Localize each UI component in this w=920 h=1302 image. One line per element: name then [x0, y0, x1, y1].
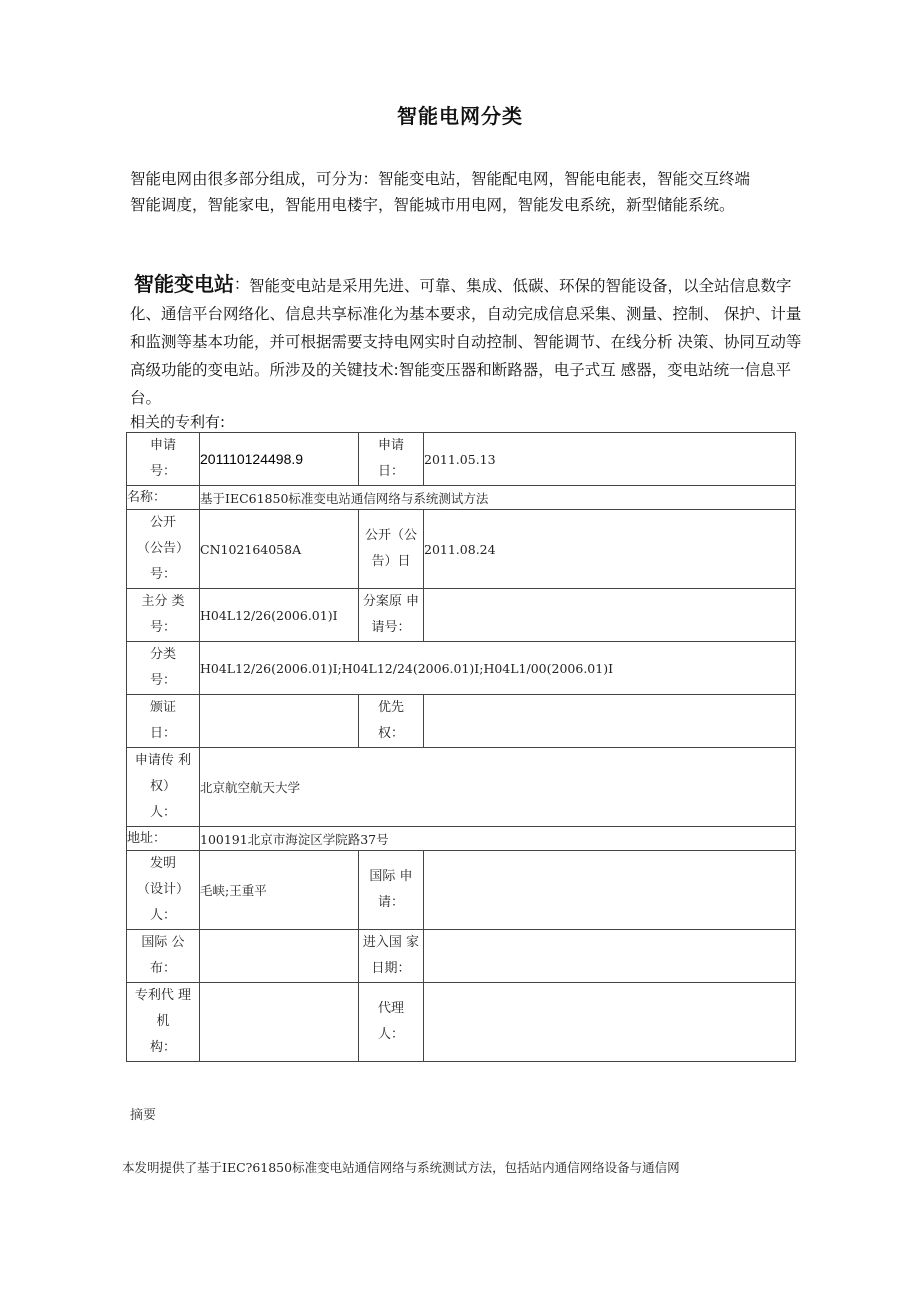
pub-no-value: CN102164058A [200, 510, 359, 589]
application-date-value: 2011.05.13 [424, 433, 796, 486]
applicant-value: 北京航空航天大学 [200, 748, 796, 827]
agent-label: 代理 人： [359, 983, 424, 1062]
national-date-label: 进入国 家 日期： [359, 930, 424, 983]
cert-date-value [200, 695, 359, 748]
section-heading: 智能变电站 [134, 272, 234, 296]
pub-no-label: 公开 （公告） 号： [127, 510, 200, 589]
patent-table [126, 432, 796, 1062]
intro-paragraph [130, 166, 810, 218]
table-row [127, 827, 796, 851]
address-label: 地址： [127, 827, 200, 851]
table-row [127, 695, 796, 748]
applicant-label: 申请传 利 权） 人： [127, 748, 200, 827]
table-row [127, 930, 796, 983]
table-row [127, 433, 796, 486]
name-label: 名称： [127, 486, 200, 510]
intl-pub-label: 国际 公 布： [127, 930, 200, 983]
page-title: 智能电网分类 [397, 104, 523, 128]
application-no-value: 201110124498.9 [200, 433, 359, 486]
table-row [127, 589, 796, 642]
application-no-label: 申请 号： [127, 433, 200, 486]
cert-date-label: 颁证 日： [127, 695, 200, 748]
divisional-value [424, 589, 796, 642]
priority-value [424, 695, 796, 748]
abstract-label: 摘要 [130, 1108, 157, 1123]
table-row [127, 642, 796, 695]
main-class-label: 主分 类 号： [127, 589, 200, 642]
national-date-value [424, 930, 796, 983]
intl-app-value [424, 851, 796, 930]
intro-line-2: 智能调度，智能家电，智能用电楼宇，智能城市用电网，智能发电系统，新型储能系统。 [130, 196, 735, 214]
inventor-value: 毛峡;王重平 [200, 851, 359, 930]
agent-value [424, 983, 796, 1062]
section-smart-substation [130, 270, 802, 412]
intl-pub-value [200, 930, 359, 983]
intl-app-label: 国际 申 请： [359, 851, 424, 930]
table-row [127, 983, 796, 1062]
priority-label: 优先 权： [359, 695, 424, 748]
intro-line-1: 智能电网由很多部分组成，可分为：智能变电站，智能配电网，智能电能表，智能交互终端 [130, 170, 751, 188]
pub-date-label: 公开（公 告）日 [359, 510, 424, 589]
address-value: 100191北京市海淀区学院路37号 [200, 827, 796, 851]
main-class-value: H04L12/26(2006.01)I [200, 589, 359, 642]
table-row [127, 748, 796, 827]
divisional-label: 分案原 申 请号： [359, 589, 424, 642]
class-label: 分类 号： [127, 642, 200, 695]
agency-value [200, 983, 359, 1062]
abstract-text: 本发明提供了基于IEC?61850标准变电站通信网络与系统测试方法，包括站内通信网络设备与通信网 [122, 1160, 680, 1175]
section-body: 智能变电站是采用先进、可靠、集成、低碳、环保的智能设备，以全站信息数字化、通信平台网络化、信息共享标准化为基本要求，自动完成信息采集、测量、控制、 保护、计量和监测等基本功能，并可根据需要支持电网实时自动控制、智能调节、在线分析 决策、协同互动等高级功能的变电站。所涉及的关键技术:智能变压器和断路器，电子式互 感器，变电站统一信息平台。 [130, 277, 802, 407]
section-colon: ： [234, 275, 250, 293]
table-row [127, 486, 796, 510]
application-date-label: 申请 日： [359, 433, 424, 486]
pub-date-value: 2011.08.24 [424, 510, 796, 589]
agency-label: 专利代 理 机 构： [127, 983, 200, 1062]
related-patents-label: 相关的专利有: [130, 413, 226, 431]
table-row [127, 510, 796, 589]
table-row [127, 851, 796, 930]
class-value: H04L12/26(2006.01)I;H04L12/24(2006.01)I;H04L1/00(2006.01)I [200, 642, 796, 695]
name-value: 基于IEC61850标准变电站通信网络与系统测试方法 [200, 486, 796, 510]
inventor-label: 发明 （设计） 人： [127, 851, 200, 930]
